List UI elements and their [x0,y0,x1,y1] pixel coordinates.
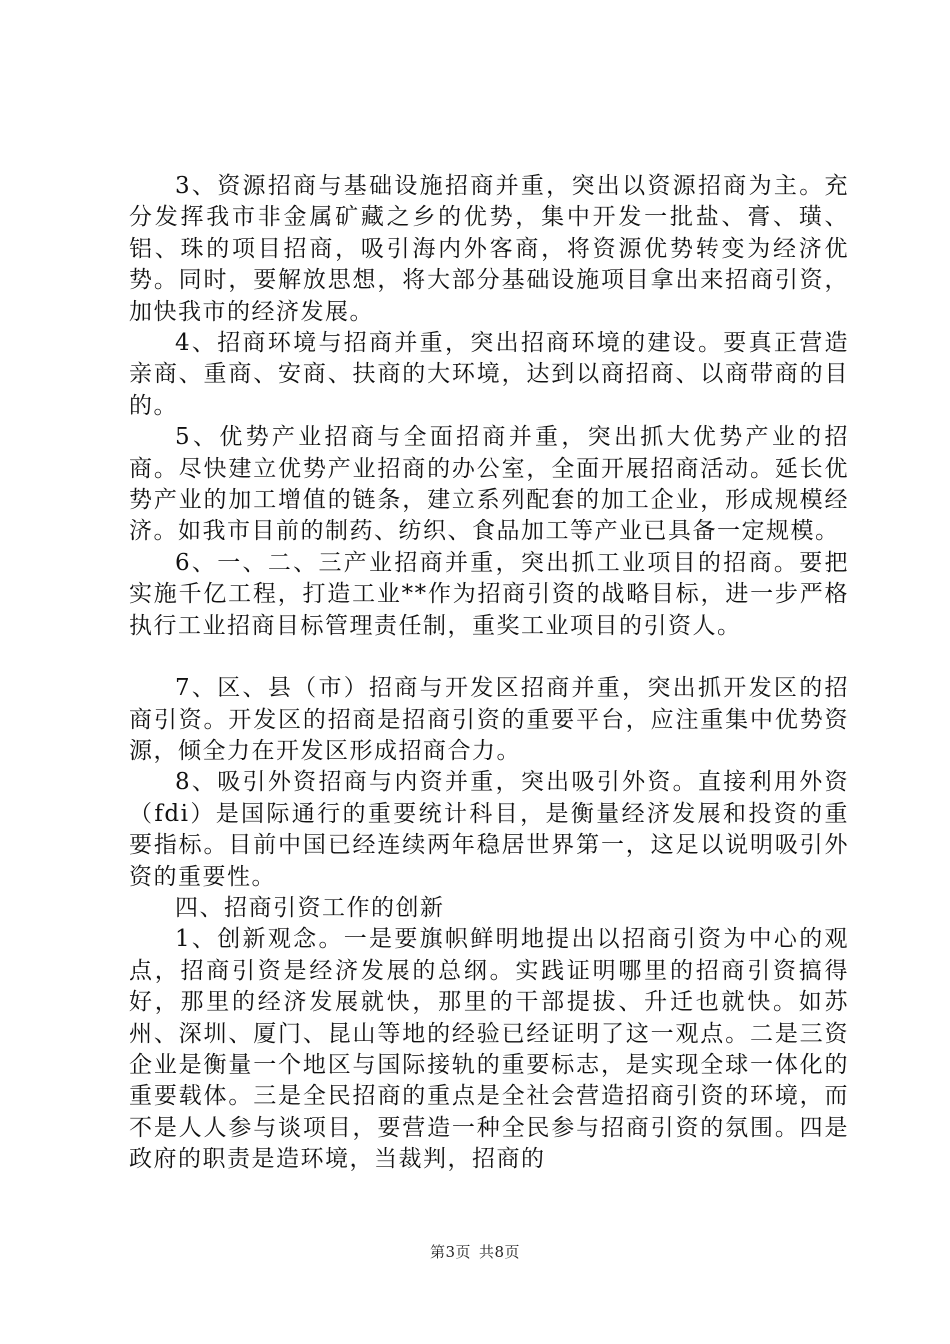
paragraph-resource-investment: 3、资源招商与基础设施招商并重，突出以资源招商为主。充分发挥我市非金属矿藏之乡的优势，集中开发一批盐、膏、璜、铝、珠的项目招商，吸引海内外客商，将资源优势转变为经济优势。同时，要解放思想，将大部分基础设施项目拿出来招商引资，加快我市的经济发展。 [129,173,849,325]
paragraph-development-zone: 7、区、县（市）招商与开发区招商并重，突出抓开发区的招商引资。开发区的招商是招商引资的重要平台，应注重集中优势资源，倾全力在开发区形成招商合力。 [129,675,849,764]
paragraph-industry-projects: 6、一、二、三产业招商并重，突出抓工业项目的招商。要把实施千亿工程，打造工业**作为招商引资的战略目标，进一步严格执行工业招商目标管理责任制，重奖工业项目的引资人。 [129,549,849,639]
paragraph-innovation-concept: 1、创新观念。一是要旗帜鲜明地提出以招商引资为中心的观点，招商引资是经济发展的总纲。实践证明哪里的招商引资搞得好，那里的经济发展就快，那里的干部提拔、升迁也就快。如苏州、深圳、厦门、昆山等地的经验已经证明了这一观点。二是三资企业是衡量一个地区与国际接轨的重要标志，是实现全球一体化的重要载体。三是全民招商的重点是全社会营造招商引资的环境，而不是人人参与谈项目，要营造一种全民参与招商引资的氛围。四是政府的职责是造环境，当裁判，招商的 [129,926,849,1173]
document-body [129,171,849,1176]
page-number: 第3页 [429,1243,471,1261]
page-footer [0,1241,950,1262]
paragraph-foreign-investment: 8、吸引外资招商与内资并重，突出吸引外资。直接利用外资（fdi）是国际通行的重要统计科目，是衡量经济发展和投资的重要指标。目前中国已经连续两年稳居世界第一，这足以说明吸引外资的重要性。 [129,769,849,890]
section-heading-innovation: 四、招商引资工作的创新 [175,894,445,921]
paragraph-investment-environment: 4、招商环境与招商并重，突出招商环境的建设。要真正营造亲商、重商、安商、扶商的大环境，达到以商招商、以商带商的目的。 [129,330,849,419]
page-total: 共8页 [479,1243,521,1261]
paragraph-advantage-industry: 5、优势产业招商与全面招商并重，突出抓大优势产业的招商。尽快建立优势产业招商的办公室，全面开展招商活动。延长优势产业的加工增值的链条，建立系列配套的加工企业，形成规模经济。如我市目前的制药、纺织、食品加工等产业已具备一定规模。 [129,424,849,545]
